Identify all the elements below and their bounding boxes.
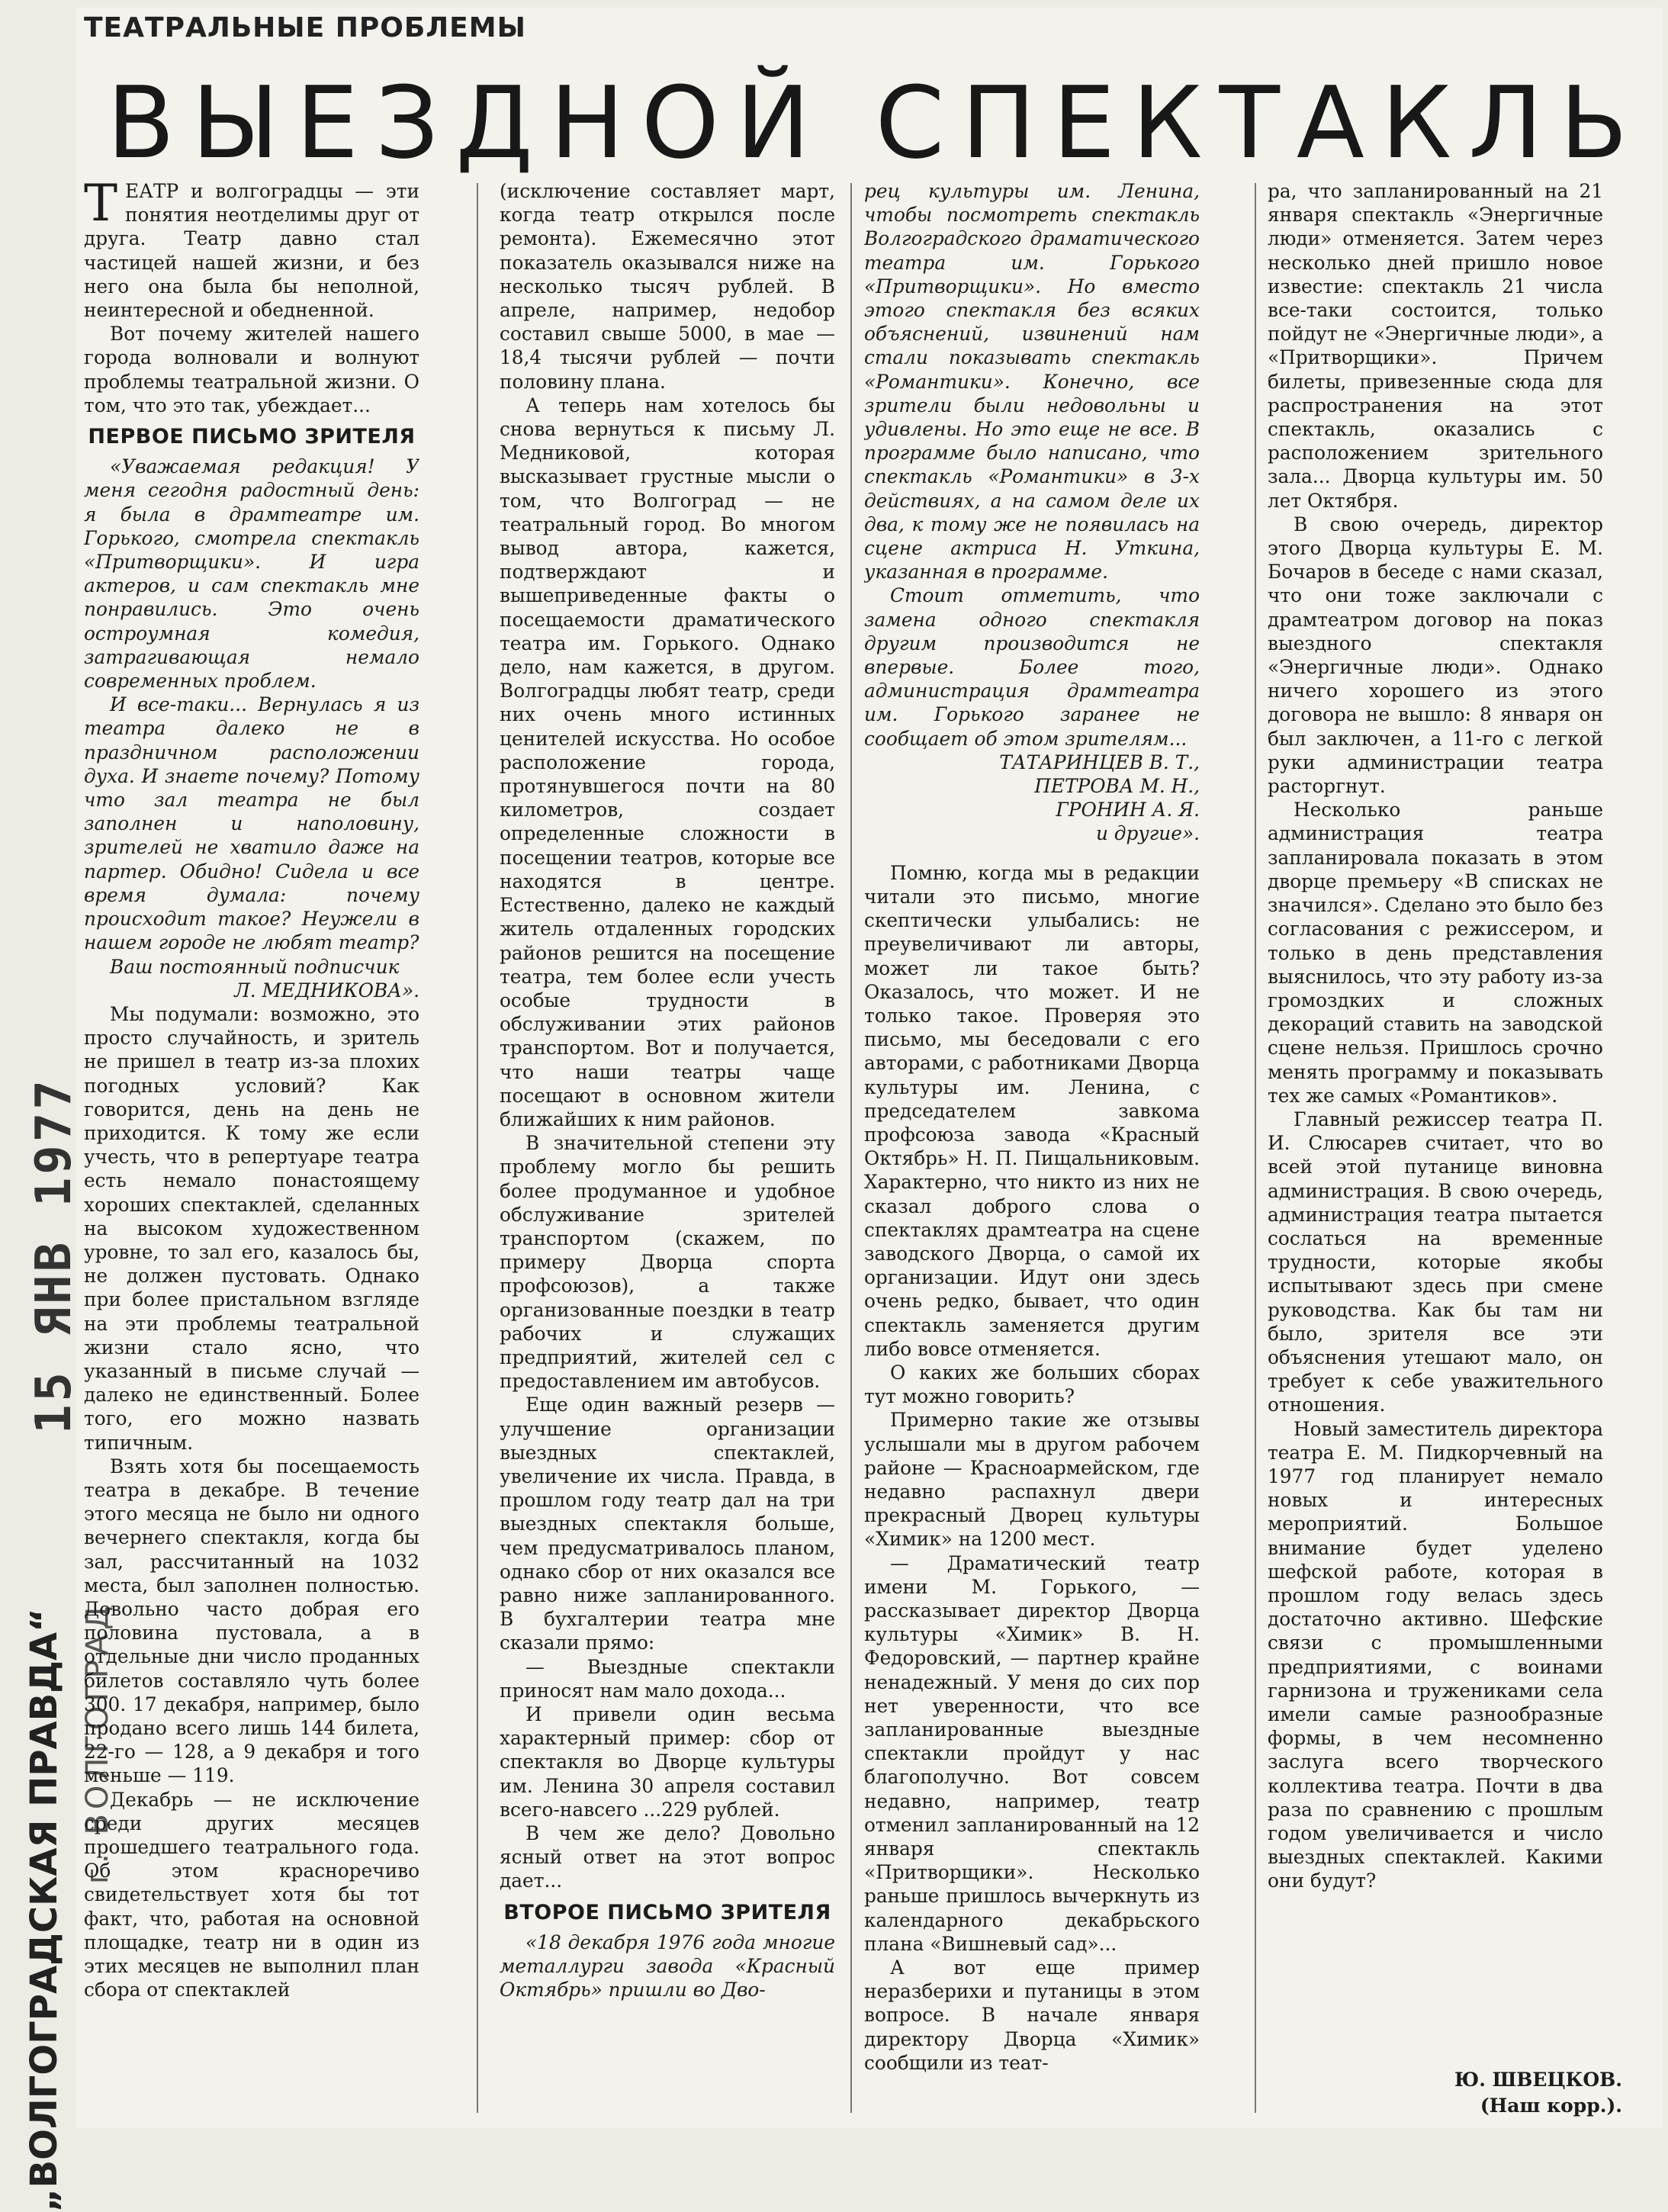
paragraph: (исключение составляет март, когда театр открылся после ремонта). Ежемесячно этот показатель оказывался ниже на несколько тысяч рублей. В апреле, например, недобор составил свыше 5000, в мае — 18,4 тысячи рублей — почти половину плана. xyxy=(500,180,835,393)
paragraph xyxy=(84,179,419,322)
paragraph: Новый заместитель директора театра Е. М. Пидкорчевный на 1977 год планирует немало новых и интересных мероприятий. Большое внимание будет уделено шефской работе, которая в прошлом году велась здесь достаточно активно. Шефские связи с промышленными предприятиями, с воинами гарнизона и тружениками села имели самые разнообразные формы, в чем несомненно заслуга всего творческого коллектива театра. Почти в два раза по сравнению с прошлым годом увеличивается и число выездных спектаклей. Какими они будут? xyxy=(1268,1417,1603,1892)
column-2 xyxy=(500,179,835,2117)
date-stamp: 15 ЯНВ 1977 xyxy=(26,1077,82,1434)
paragraph: И привели один весьма характерный пример: сбор от спектакля во Дворце культуры им. Ленина 30 апреля составил всего-навсего ...229 рублей. xyxy=(500,1703,835,1821)
paragraph: А вот еще пример неразберихи и путаницы в этом вопросе. В начале января директору Дворца «Химик» сообщили из теат- xyxy=(864,1956,1200,2074)
drop-cap: Т xyxy=(84,179,118,233)
paragraph: А теперь нам хотелось бы снова вернуться к письму Л. Медниковой, которая высказывает грустные мысли о том, что Волгоград — не театральный город. Во многом вывод автора, кажется, подтверждают и вышеприведенные факты о посещаемости драматического театра им. Горького. Однако дело, нам кажется, в другом. Волгоградцы любят театр, среди них очень много истинных ценителей искусства. Но особое расположение города, протянувшегося почти на 80 километров, создает определенные сложности в посещении театров, которые все находятся в центре. Естественно, далеко не каждый житель отдаленных городских районов решится на посещение театра, тем более если учесть особые трудности в обслуживании этих районов транспортом. Вот и получается, что наши театры чаще посещают в основном жители ближайших к ним районов. xyxy=(500,394,835,1130)
paragraph: В свою очередь, директор этого Дворца культуры Е. М. Бочаров в беседе с нами сказал, что они тоже заключали с драмтеатром договор на показ выездного спектакля «Энергичные люди». Однако ничего хорошего из этого договора не вышло: 8 января он был заключен, а 11-го с легкой руки администрации театра расторгнут. xyxy=(1268,513,1603,798)
subheading: ПЕРВОЕ ПИСЬМО ЗРИТЕЛЯ xyxy=(88,425,416,449)
paragraph: Примерно такие же отзывы услышали мы в другом рабочем районе — Красноармейском, где недавно распахнул двери прекрасный Дворец культуры «Химик» на 1200 мест. xyxy=(864,1409,1200,1551)
newspaper-name-stamp: „ВОЛГОГРАДСКАЯ ПРАВДА“ xyxy=(23,1608,66,2212)
paragraph: ра, что запланированный на 21 января спектакль «Энергичные люди» отменяется. Затем через несколько дней пришло новое известие: спектакль 21 числа все-таки состоится, только пойдут не «Энергичные люди», а «Притворщики». Причем билеты, привезенные сюда для распространения на этот спектакль, оказались с расположением зрительного зала... Дворца культуры им. 50 лет Октября. xyxy=(1268,180,1603,512)
subheading: ВТОРОЕ ПИСЬМО ЗРИТЕЛЯ xyxy=(503,1900,831,1924)
column-3 xyxy=(864,179,1200,2117)
paragraph: Несколько раньше администрация театра запланировала показать в этом дворце премьеру «В списках не значился». Сделано это было без согласования с режиссером, и только в день представления выяснилось, что эту работу из-за громоздких и сложных декораций ставить на заводской сцене нельзя. Пришлось срочно менять программу и показывать тех же самых «Романтиков». xyxy=(1268,799,1603,1107)
column-4 xyxy=(1268,179,1603,2117)
paragraph: В значительной степени эту проблему могло бы решить более продуманное и удобное обслуживание зрителей транспортом (скажем, по примеру Дворца спорта профсоюзов), а также организованные поездки в театр рабочих и служащих предприятий, жителей сел с предоставлением им автобусов. xyxy=(500,1132,835,1393)
column-rule xyxy=(1255,183,1256,2113)
city-stamp: г. ВОЛГОГРАД xyxy=(80,1601,115,1884)
paragraph: В чем же дело? Довольно ясный ответ на этот вопрос дает... xyxy=(500,1822,835,1892)
letter-paragraph: «18 декабря 1976 года многие металлурги завода «Красный Октябрь» пришли во Дво- xyxy=(500,1931,835,2001)
paragraph: Еще один важный резерв — улучшение организации выездных спектаклей, увеличение их числа. Правда, в прошлом году театр дал на три выездных спектакля больше, чем предусматривалось планом, однако сбор от них оказался все равно ниже запланированного. В бухгалтерии театра мне сказали прямо: xyxy=(500,1394,835,1654)
letter-paragraph: рец культуры им. Ленина, чтобы посмотреть спектакль Волгоградского драматического театра им. Горького «Притворщики». Но вместо этого спектакля без всяких объяснений, извинений нам стали показывать спектакль «Романтики». Конечно, все зрители были недовольны и удивлены. Но это еще не все. В программе было написано, что спектакль «Романтики» в 3-х действиях, а на самом деле их два, к тому же не появилась на сцене актриса Н. Уткина, указанная в программе. xyxy=(864,180,1200,584)
letter-signature: ПЕТРОВА М. Н., xyxy=(1034,775,1200,798)
letter-signature: и другие». xyxy=(1095,822,1200,845)
headline: ВЫЕЗДНОЙ СПЕКТАКЛЬ xyxy=(107,65,1645,181)
letter-signature: ГРОНИН А. Я. xyxy=(1056,799,1200,821)
letter-signature-line: Ваш постоянный подписчик xyxy=(110,955,400,978)
paragraph: Взять хотя бы посещаемость театра в декабре. В течение этого месяца не было ни одного вечернего спектакля, когда бы зал, рассчитанный на 1032 места, был заполнен полностью. Довольно часто добрая его половина пустовала, а в отдельные дни число проданных билетов составляло чуть более 300. 17 декабря, например, было продано всего лишь 144 билета, 22-го — 128, а 9 декабря и того меньше — 119. xyxy=(84,1455,419,1787)
author-name: Ю. ШВЕЦКОВ. xyxy=(1454,2069,1622,2091)
letter-paragraph: Стоит отметить, что замена одного спектакля другим производится не впервые. Более того, администрация драмтеатра им. Горького заранее не сообщает об этом зрителям... xyxy=(864,584,1200,750)
letter-signature: ТАТАРИНЦЕВ В. Т., xyxy=(999,751,1200,773)
column-rule xyxy=(477,183,478,2113)
rubric: ТЕАТРАЛЬНЫЕ ПРОБЛЕМЫ xyxy=(84,12,526,43)
paragraph: Мы подумали: возможно, это просто случайность, и зритель не пришел в театр из-за плохих погодных условий? Как говорится, день на день не приходится. К тому же если учесть, что в репертуаре театра есть немало понастоящему хороших спектаклей, сделанных на высоком художественном уровне, то зал его, казалось бы, не должен пустовать. Однако при более пристальном взгляде на эти проблемы театральной жизни стало ясно, что указанный в письме случай — далеко не единственный. Более того, его можно назвать типичным. xyxy=(84,1002,419,1454)
paragraph: Главный режиссер театра П. И. Слюсарев считает, что во всей этой путанице виновна администрация. В свою очередь, администрация театра пытается сослаться на временные трудности, которые якобы испытывают здесь при смене руководства. Как бы там ни было, зрителя все эти объяснения утешают мало, он требует к себе уважительного отношения. xyxy=(1268,1108,1603,1416)
column-1 xyxy=(84,179,419,2117)
paragraph: Вот почему жителей нашего города волновали и волнуют проблемы театральной жизни. О том, что это так, убеждает... xyxy=(84,323,419,416)
column-rule xyxy=(850,183,852,2113)
paragraph: — Выездные спектакли приносят нам мало дохода... xyxy=(500,1655,835,1702)
author-note: (Наш корр.). xyxy=(1480,2095,1622,2117)
letter-paragraph: И все-таки... Вернулась я из театра далеко не в праздничном расположении духа. И знаете почему? Потому что зал театра не был заполнен и наполовину, зрителей не хватило даже на партер. Обидно! Сидела и все время думала: почему происходит такое? Неужели в нашем городе не любят театр? xyxy=(84,693,419,954)
paragraph-text: ЕАТР и волгоградцы — эти понятия неотделимы друг от друга. Театр давно стал частицей нашей жизни, и без него она была бы неполной, неинтересной и обедненной. xyxy=(84,180,419,322)
paragraph: О каких же больших сборах тут можно говорить? xyxy=(864,1361,1200,1408)
paragraph: Помню, когда мы в редакции читали это письмо, многие скептически улыбались: не преувеличивают ли авторы, может ли такое быть? Оказалось, что может. И не только такое. Проверяя это письмо, мы беседовали с его авторами, с работниками Дворца культуры им. Ленина, с председателем завкома профсоюза завода «Красный Октябрь» Н. П. Пищальниковым. Характерно, что никто из них не сказал доброго слова о спектаклях драмтеатра на сцене заводского Дворца, о самой их организации. Идут они здесь очень редко, бывает, что один спектакль заменяется другим либо вовсе отменяется. xyxy=(864,861,1200,1360)
letter-paragraph: «Уважаемая редакция! У меня сегодня радостный день: я была в драмтеатре им. Горького, смотрела спектакль «Притворщики». И игра актеров, и сам спектакль мне понравились. Это очень остроумная комедия, затрагивающая немало современных проблем. xyxy=(84,455,419,693)
letter-signature: Л. МЕДНИКОВА». xyxy=(234,979,419,1002)
paragraph: — Драматический театр имени М. Горького, — рассказывает директор Дворца культуры «Химик» В. Н. Федоровский, — партнер крайне ненадежный. У меня до сих пор нет уверенности, что все запланированные выездные спектакли пройдут у нас благополучно. Вот совсем недавно, например, театр отменил запланированный на 12 января спектакль «Притворщики». Несколько раньше пришлось вычеркнуть из календарного декабрьского плана «Вишневый сад»... xyxy=(864,1551,1200,1955)
paragraph: Декабрь — не исключение среди других месяцев прошедшего театрального года. Об этом красноречиво свидетельствует хотя бы тот факт, что, работая на основной площадке, театр ни в один из этих месяцев не выполнил план сбора от спектаклей xyxy=(84,1788,419,2001)
author-byline xyxy=(1454,2067,1622,2119)
